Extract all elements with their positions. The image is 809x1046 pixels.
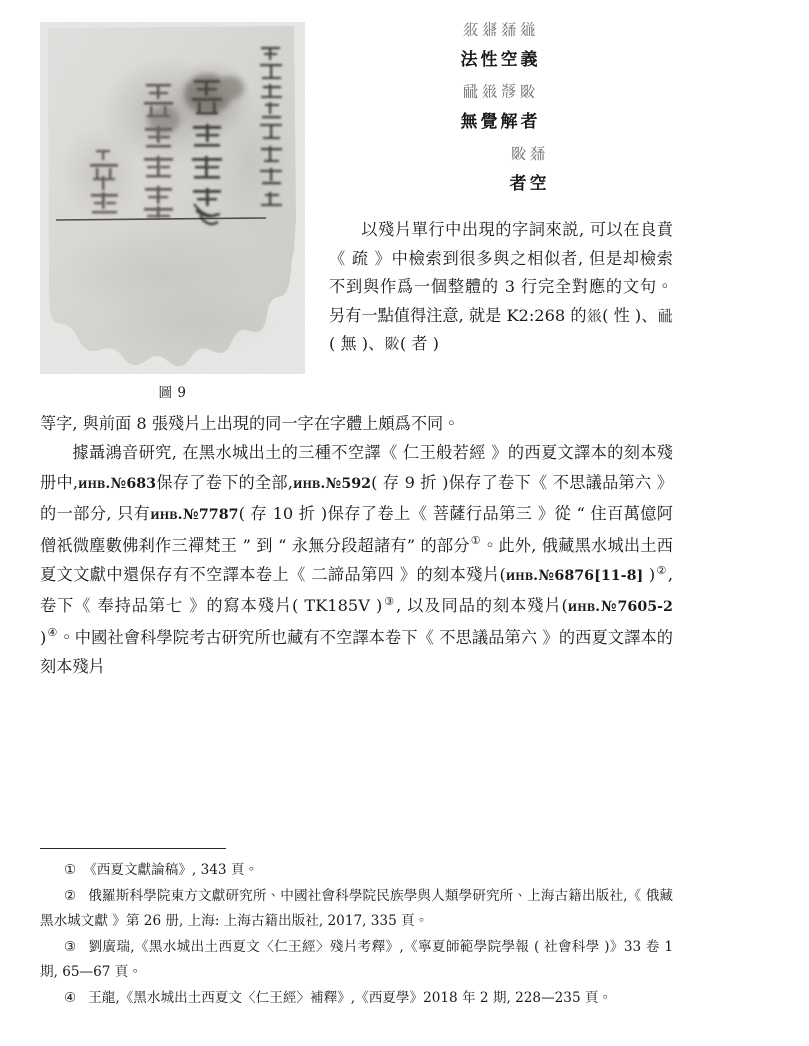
main-s3: ( 存 9 折 )保存了卷下《 不思議品第六 》的一部分, 只有 [40,472,673,524]
footnotes-section [40,848,673,1012]
main-s2: 保存了卷下的全部, [156,472,294,492]
main-s10: 。中國社會科學院考古研究所也藏有不空譯本卷下《 不思議品第六 》的西夏文譯本的刻本殘片 [40,627,673,677]
script-row-tangut-2: 𗟻𗤼𘃡𘉍 [462,82,539,101]
main-s5: 。此外, 俄藏黑水城出土西夏文文獻中還保存有不空譯本卷上《 二諦品第四 》的刻本殘片( [40,535,673,585]
main-s6: ) [643,565,656,585]
main-s9: ) [40,627,47,647]
script-row-han-3: 者空 [509,174,550,194]
footnote-marker-1: ① [64,862,77,878]
inventory-number-592: инв.№592 [293,475,372,492]
footnote-ref-3[interactable]: ③ [383,595,396,609]
gloss-3: ( 者 ) [399,334,439,354]
gloss-1: ( 性 )、 [602,305,658,325]
footnote-text-1: 《西夏文獻論稿》, 343 頁。 [83,862,259,878]
footnote-marker-2: ② [64,888,77,904]
main-s1: 據聶鴻音研究, 在黑水城出土的三種不空譯《 仁王般若經 》的西夏文譯本的刻本殘册中, [40,443,673,492]
script-row-han-1: 法性空義 [460,50,541,70]
footnote-ref-1[interactable]: ① [470,534,481,548]
para-top-text: 以殘片單行中出現的字詞來説, 可以在良賁《 疏 》中檢索到很多與之相似者, 但是却檢索不到與作爲一個整體的 3 行完全對應的文句。另有一點值得注意, 就是 K2:268 的 [329,220,673,325]
manuscript-photo [40,22,305,374]
footnote-text-2: 俄羅斯科學院東方文獻研究所、中國社會科學院民族學與人類學研究所、上海古籍出版社,《 俄藏黑水城文獻 》第 26 册, 上海: 上海古籍出版社, 2017, 335 頁。 [40,888,673,929]
tangut-inline-3: 𘉍 [384,335,400,354]
footnote-item-2 [40,884,673,934]
paragraph-main [40,438,673,681]
footnote-item-4 [40,986,673,1011]
script-row-tangut-1: 𗼇𗤌𘀄𗥤 [462,20,539,39]
inventory-number-6876: инв.№6876[11-8] [505,568,644,585]
figure-9 [40,22,305,401]
inventory-number-7605: инв.№7605-2 [567,599,673,616]
footnote-separator-rule [40,848,226,849]
tangut-inline-2: 𗟻 [657,306,674,325]
footnote-ref-2[interactable]: ② [656,563,667,577]
footnote-item-3 [40,935,673,985]
inventory-number-683: инв.№683 [78,475,157,492]
footnote-text-4: 王龍,《黑水城出土西夏文〈仁王經〉補釋》,《西夏學》2018 年 2 期, 228—235 頁。 [88,990,613,1006]
main-s4: ( 存 10 折 )保存了卷上《 菩薩行品第三 》從 “ 住百萬億阿僧祇微塵數佛刹作三禪梵王 ” 到 “ 永無分段超諸有” 的部分 [40,504,673,555]
footnote-text-3: 劉廣瑞,《黑水城出土西夏文〈仁王經〉殘片考釋》,《寧夏師範學院學報 ( 社會科學 )》33 卷 1 期, 65—67 頁。 [40,939,673,980]
figure-caption: 圖 9 [158,385,187,401]
inventory-number-7787: инв.№7787 [150,507,239,524]
main-s8: , 以及同品的刻本殘片( [396,596,568,616]
tangut-inline-1: 𗤼 [586,306,603,325]
script-comparison-rows [329,0,672,200]
footnote-marker-4: ④ [64,990,77,1006]
paragraph-after-figure: 等字, 與前面 8 張殘片上出現的同一字在字體上頗爲不同。 [40,414,460,433]
footnote-marker-3: ③ [64,939,77,955]
paragraph-beside-figure [329,216,673,359]
gloss-2: ( 無 )、 [329,334,385,354]
footnote-ref-4[interactable]: ④ [47,626,58,640]
manuscript-photo-image [40,22,305,374]
script-row-tangut-3: 𘉍𘀄 [510,144,549,163]
main-s7: , 卷下《 奉持品第七 》的寫本殘片( TK185V ) [40,565,673,616]
footnote-item-1 [40,858,673,883]
script-row-han-2: 無覺解者 [460,112,541,132]
document-page [40,0,673,1046]
